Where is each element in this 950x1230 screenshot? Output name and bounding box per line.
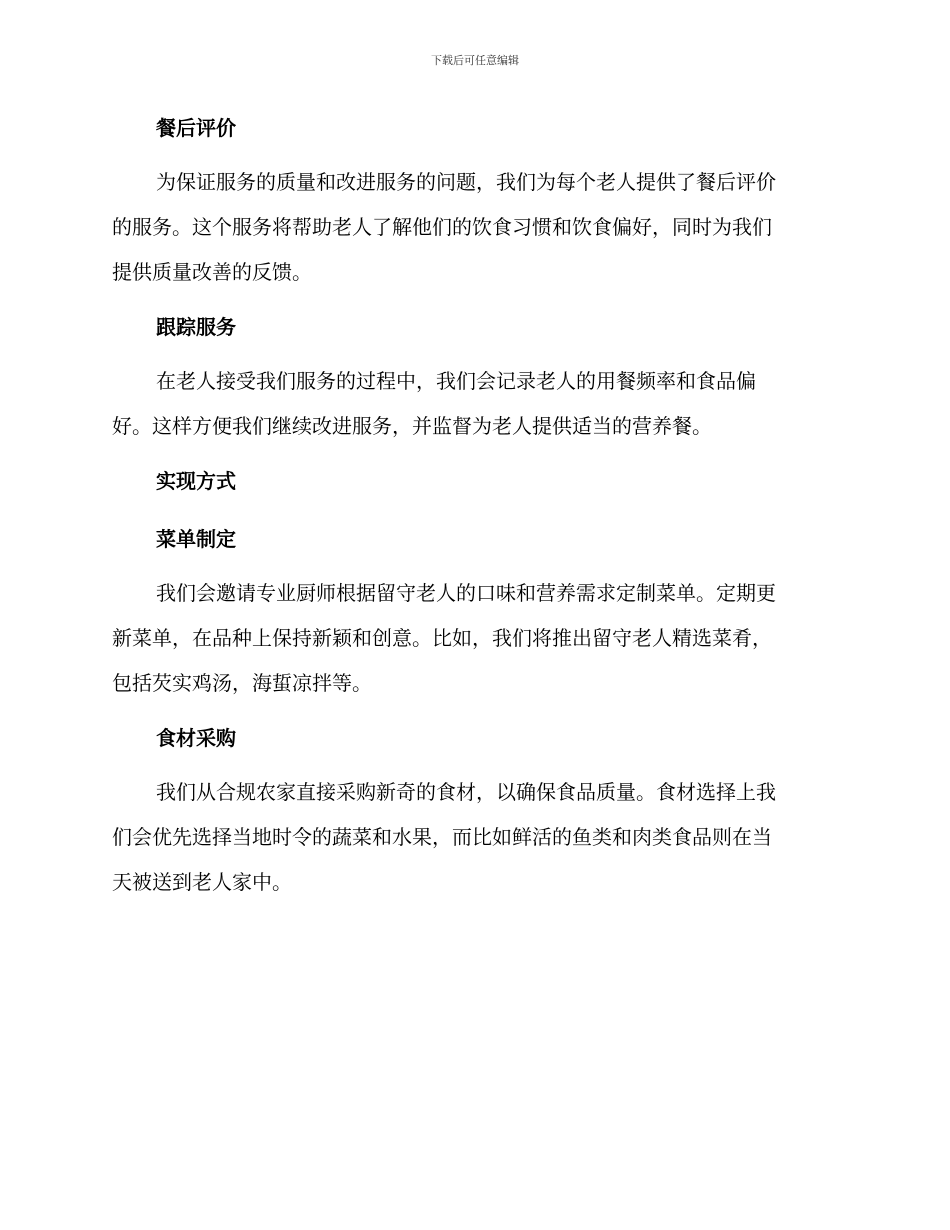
paragraph-tracking-service [112,359,832,449]
paragraph-line: 提供质量改善的反馈。 [112,260,312,284]
paragraph-line: 在老人接受我们服务的过程中，我们会记录老人的用餐频率和食品偏 [156,369,756,393]
paragraph-line: 的服务。这个服务将帮助老人了解他们的饮食习惯和饮食偏好，同时为我们 [112,215,772,239]
section-heading-menu-planning: 菜单制定 [156,527,236,551]
section-heading-tracking-service: 跟踪服务 [156,315,236,339]
paragraph-after-meal-review [112,160,832,295]
paragraph-ingredient-procurement [112,770,832,905]
paragraph-line: 们会优先选择当地时令的蔬菜和水果，而比如鲜活的鱼类和肉类食品则在当 [112,825,772,849]
section-heading-after-meal-review: 餐后评价 [156,116,236,140]
document-body [112,110,832,905]
paragraph-line: 天被送到老人家中。 [112,870,292,894]
paragraph-menu-planning [112,571,832,706]
page-header-note: 下载后可任意编辑 [431,54,519,67]
section-heading-ingredient-procurement: 食材采购 [156,726,236,750]
paragraph-line: 我们从合规农家直接采购新奇的食材，以确保食品质量。食材选择上我 [156,780,776,804]
paragraph-line: 为保证服务的质量和改进服务的问题，我们为每个老人提供了餐后评价 [156,170,776,194]
paragraph-line: 我们会邀请专业厨师根据留守老人的口味和营养需求定制菜单。定期更 [156,581,776,605]
paragraph-line: 好。这样方便我们继续改进服务，并监督为老人提供适当的营养餐。 [112,414,712,438]
paragraph-line: 新菜单，在品种上保持新颖和创意。比如，我们将推出留守老人精选菜肴， [112,626,772,650]
paragraph-line: 包括芡实鸡汤，海蜇凉拌等。 [112,671,372,695]
section-heading-implementation: 实现方式 [156,469,236,493]
